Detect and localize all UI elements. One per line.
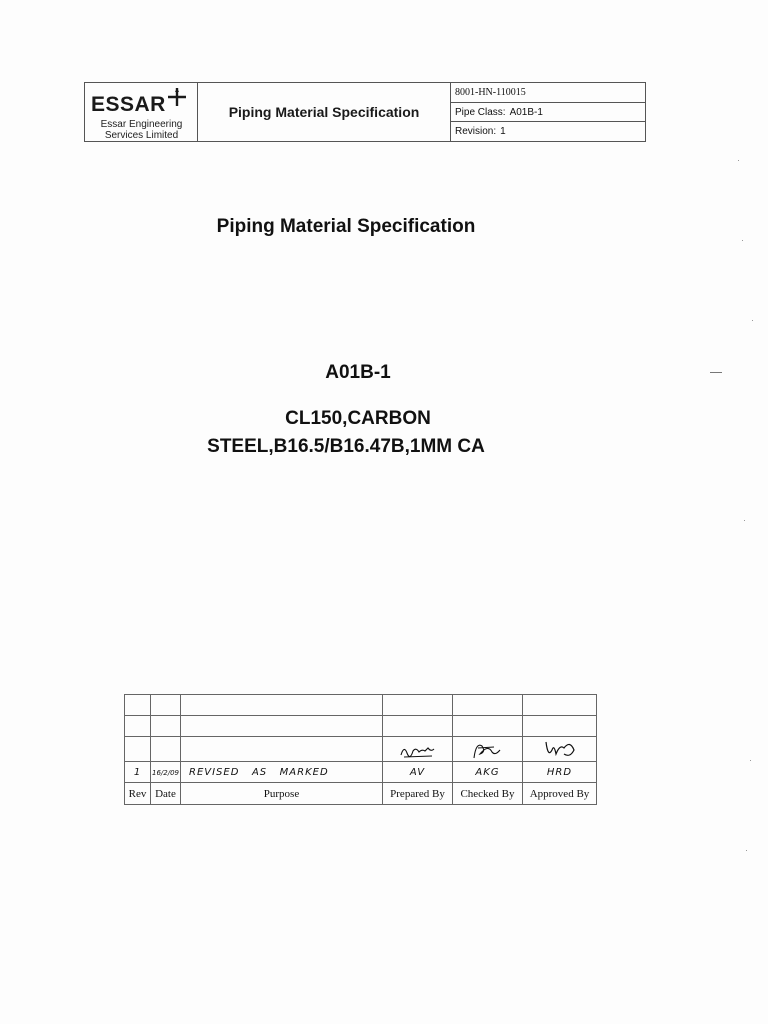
table-header-row bbox=[125, 783, 597, 805]
table-cell bbox=[151, 737, 181, 762]
date-value: 16/2/09 bbox=[152, 769, 179, 777]
pipe-class-row bbox=[451, 103, 645, 123]
table-cell bbox=[453, 716, 523, 737]
document-header bbox=[84, 82, 646, 142]
scan-speck bbox=[738, 160, 739, 161]
revision-label: Revision: bbox=[455, 126, 497, 138]
table-cell bbox=[125, 695, 151, 716]
header-title: Piping Material Specification bbox=[198, 83, 451, 141]
table-cell bbox=[523, 716, 597, 737]
purpose-cell bbox=[181, 762, 383, 783]
revision-value: 1 bbox=[500, 126, 506, 138]
column-header-prepared-by: Prepared By bbox=[383, 783, 453, 805]
table-cell bbox=[151, 695, 181, 716]
column-header-checked-by: Checked By bbox=[453, 783, 523, 805]
date-cell bbox=[151, 762, 181, 783]
scan-speck bbox=[744, 520, 745, 521]
document-number: 8001-HN-110015 bbox=[451, 83, 645, 103]
approved-by-value: HRD bbox=[546, 767, 573, 778]
scan-speck bbox=[742, 240, 743, 241]
table-cell bbox=[523, 695, 597, 716]
signature-row bbox=[125, 737, 597, 762]
company-name-line2: Services Limited bbox=[104, 130, 179, 141]
scan-speck bbox=[752, 320, 753, 321]
logo-star-icon bbox=[167, 87, 187, 107]
prepared-by-signature bbox=[398, 739, 438, 759]
column-header-purpose: Purpose bbox=[181, 783, 383, 805]
column-header-rev: Rev bbox=[125, 783, 151, 805]
checked-by-signature bbox=[468, 738, 508, 760]
approved-cell bbox=[523, 762, 597, 783]
column-header-approved-by: Approved By bbox=[523, 783, 597, 805]
table-cell bbox=[151, 716, 181, 737]
company-logo-block bbox=[85, 83, 198, 141]
essar-logo: ESSAR bbox=[91, 93, 166, 116]
table-cell bbox=[125, 737, 151, 762]
scan-speck bbox=[750, 760, 751, 761]
checked-cell bbox=[453, 762, 523, 783]
table-cell bbox=[181, 737, 383, 762]
table-cell bbox=[125, 716, 151, 737]
table-cell bbox=[181, 695, 383, 716]
revision-row bbox=[451, 122, 645, 141]
prepared-cell bbox=[383, 762, 453, 783]
pipe-class-value: A01B-1 bbox=[509, 106, 543, 118]
scan-mark bbox=[710, 372, 722, 373]
description-line1: CL150,CARBON bbox=[285, 408, 431, 429]
header-meta bbox=[451, 83, 645, 141]
table-row-empty bbox=[125, 695, 597, 716]
description-line2: STEEL,B16.5/B16.47B,1MM CA bbox=[207, 436, 485, 457]
column-header-date: Date bbox=[151, 783, 181, 805]
approved-signature-cell bbox=[523, 737, 597, 762]
approved-by-signature bbox=[538, 738, 582, 760]
table-cell bbox=[453, 695, 523, 716]
company-name-line1: Essar Engineering bbox=[100, 119, 183, 130]
revision-table bbox=[124, 694, 597, 805]
company-name bbox=[85, 119, 198, 141]
pipe-class-label: Pipe Class: bbox=[455, 106, 506, 118]
pipe-class-heading: A01B-1 bbox=[325, 362, 391, 383]
purpose-value: REVISED AS MARKED bbox=[189, 767, 329, 778]
table-cell bbox=[383, 716, 453, 737]
prepared-signature-cell bbox=[383, 737, 453, 762]
prepared-by-value: AV bbox=[409, 767, 426, 778]
rev-cell bbox=[125, 762, 151, 783]
table-row bbox=[125, 762, 597, 783]
rev-value: 1 bbox=[133, 767, 142, 778]
table-cell bbox=[383, 695, 453, 716]
scan-speck bbox=[746, 850, 747, 851]
checked-signature-cell bbox=[453, 737, 523, 762]
table-cell bbox=[181, 716, 383, 737]
page-title: Piping Material Specification bbox=[216, 216, 476, 237]
checked-by-value: AKG bbox=[475, 767, 500, 778]
table-row-empty bbox=[125, 716, 597, 737]
